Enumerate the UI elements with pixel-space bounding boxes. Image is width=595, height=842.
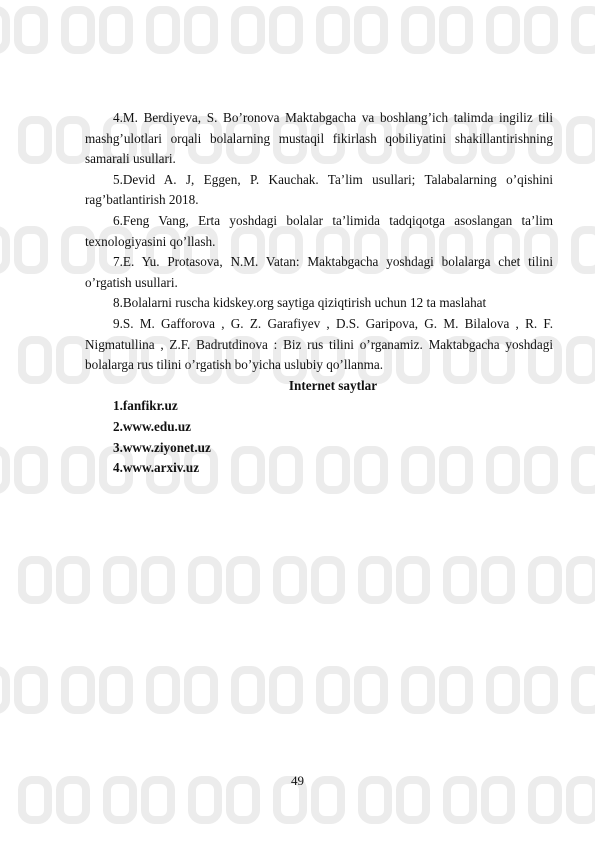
watermark-mark xyxy=(532,560,595,600)
websites-list xyxy=(85,396,553,478)
watermark-mark xyxy=(0,670,44,710)
watermark-mark xyxy=(65,10,129,50)
watermark-mark xyxy=(192,560,256,600)
watermark-mark xyxy=(235,670,299,710)
watermark-mark xyxy=(22,120,86,160)
reference-item: 6.Feng Vang, Erta yoshdagi bolalar ta’limida tadqiqotga asoslangan ta’lim texnologiyasini qo’llash. xyxy=(85,212,553,249)
references-list xyxy=(85,108,553,376)
watermark-mark xyxy=(490,10,554,50)
internet-sites-heading: Internet saytlar xyxy=(288,377,378,393)
website-link[interactable]: 4.www.arxiv.uz xyxy=(113,460,200,476)
website-link[interactable]: 1.fanfikr.uz xyxy=(113,398,178,414)
watermark-mark xyxy=(447,560,511,600)
watermark-mark xyxy=(277,560,341,600)
watermark-mark xyxy=(107,560,171,600)
watermark-mark xyxy=(575,10,595,50)
website-link[interactable]: 2.www.edu.uz xyxy=(113,418,192,434)
watermark-mark xyxy=(575,670,595,710)
reference-item: 7.E. Yu. Protasova, N.M. Vatan: Maktabgacha yoshdagi bolalarga chet tilini o’rgatish usullari. xyxy=(85,254,553,290)
watermark-mark xyxy=(362,560,426,600)
watermark-mark xyxy=(150,670,214,710)
watermark-mark xyxy=(22,560,86,600)
watermark-mark xyxy=(575,450,595,490)
reference-item: 9.S. M. Gafforova , G. Z. Garafiyev , D.S. Garipova, G. M. Bilalova , R. F. Nigmatullina , Z.F. Badrutdinova : Biz rus tilini o’rganamiz. Maktabgacha yoshdagi bolalarga rus tilini o’rgatish bo’yicha uslubiy qo’llanma. xyxy=(85,315,553,373)
website-link[interactable]: 3.www.ziyonet.uz xyxy=(113,439,211,455)
reference-item: 5.Devid A. J, Eggen, P. Kauchak. Ta’lim usullari; Talabalarning o’qishini rag’batlantirish 2018. xyxy=(85,171,553,208)
watermark-mark xyxy=(575,230,595,270)
reference-item: 8.Bolalarni ruscha kidskey.org saytiga qiziqtirish uchun 12 ta maslahat xyxy=(113,295,487,311)
watermark-mark xyxy=(320,10,384,50)
watermark-mark xyxy=(320,670,384,710)
watermark-mark xyxy=(65,670,129,710)
watermark-mark xyxy=(0,230,44,270)
page-number: 49 xyxy=(291,773,304,788)
page-content xyxy=(85,108,553,479)
watermark-mark xyxy=(490,670,554,710)
watermark-mark xyxy=(235,10,299,50)
watermark-mark xyxy=(405,670,469,710)
watermark-mark xyxy=(22,340,86,380)
watermark-mark xyxy=(0,450,44,490)
watermark-mark xyxy=(150,10,214,50)
watermark-mark xyxy=(405,10,469,50)
reference-item: 4.M. Berdiyeva, S. Bo’ronova Maktabgacha va boshlang’ich talimda ingiliz tili mashg’ulotlari orqali bolalarning mustaqil fikirlash qobiliyatini shakillantirishning samarali usullari. xyxy=(85,110,553,167)
watermark-mark xyxy=(0,10,44,50)
